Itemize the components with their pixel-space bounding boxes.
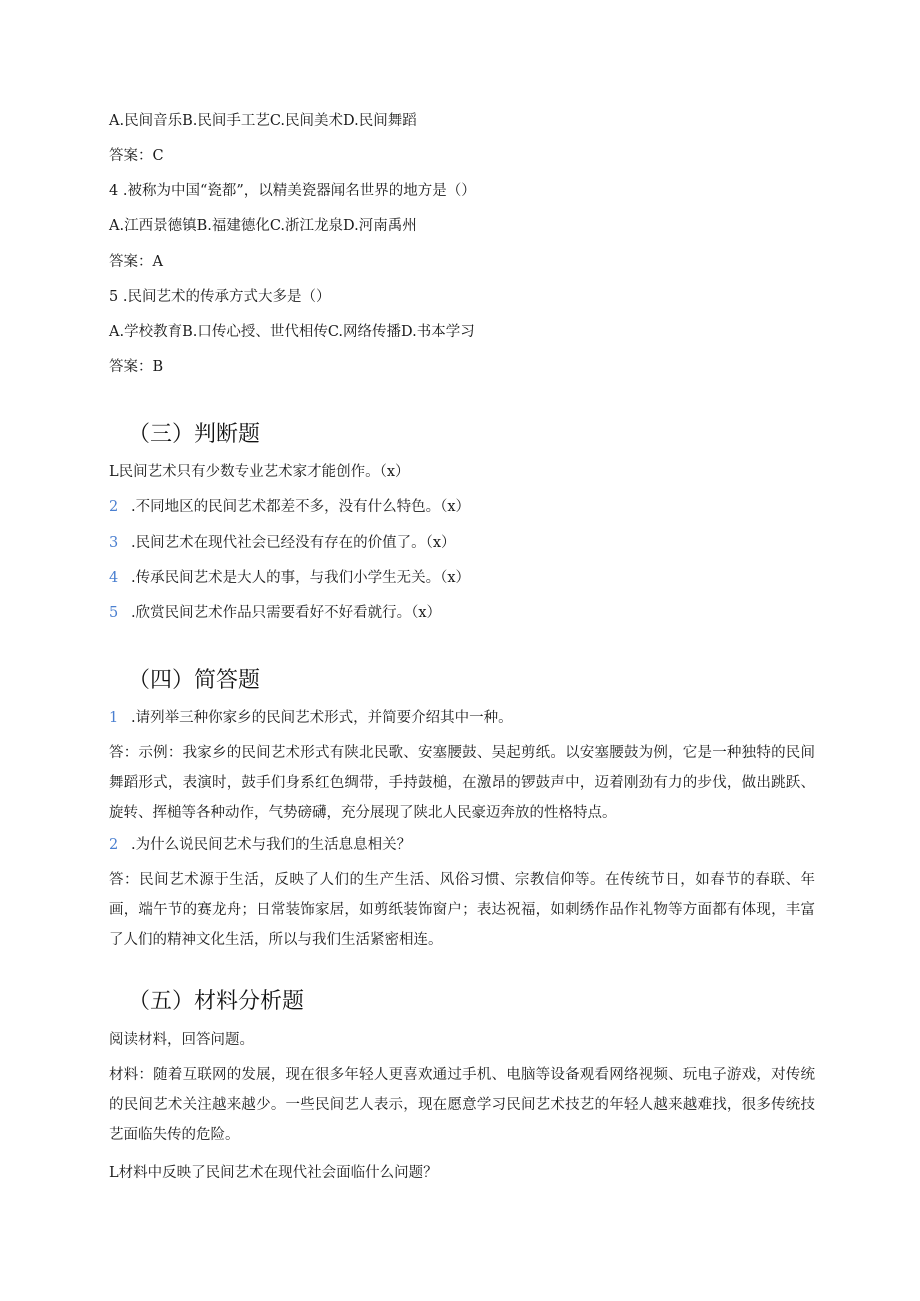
tf-item-text: .欣赏民间艺术作品只需要看好不好看就行。（x） <box>131 605 442 621</box>
sa-question-number: 1 <box>109 710 119 726</box>
sa-question-number: 2 <box>109 837 119 853</box>
sa-answer-2: 答：民间艺术源于生活，反映了人们的生产生活、风俗习惯、宗教信仰等。在传统节日，如春节的春联、年画，端午节的赛龙舟；日常装饰家居，如剪纸装饰窗户；表达祝福，如刺绣作品作礼物等方面都有体现，丰富了人们的精神文化生活，所以与我们生活紧密相连。 <box>109 872 815 948</box>
ma-material: 材料：随着互联网的发展，现在很多年轻人更喜欢通过手机、电脑等设备观看网络视频、玩电子游戏，对传统的民间艺术关注越来越少。一些民间艺人表示，现在愿意学习民间艺术技艺的年轻人越来越难找，很多传统技艺面临失传的危险。 <box>109 1067 815 1143</box>
tf-item-number: 5 <box>109 605 119 621</box>
tf-item-text: .传承民间艺术是大人的事，与我们小学生无关。（x） <box>131 570 471 586</box>
tf-item-number: 3 <box>109 535 119 551</box>
sa-question-text: .请列举三种你家乡的民间艺术形式，并简要介绍其中一种。 <box>131 710 513 726</box>
ma-question-1: L材料中反映了民间艺术在现代社会面临什么问题？ <box>109 1165 438 1181</box>
tf-item-text: .民间艺术在现代社会已经没有存在的价值了。（x） <box>131 535 456 551</box>
section-heading-ma: （五）材料分析题 <box>128 989 305 1014</box>
tf-item <box>109 462 410 482</box>
q3-options: A.民间音乐B.民间手工艺C.民间美术D.民间舞蹈 <box>109 113 417 129</box>
tf-item-number: 2 <box>109 499 119 515</box>
sa-question-2 <box>109 835 411 855</box>
sa-question-text: .为什么说民间艺术与我们的生活息息相关？ <box>131 837 412 853</box>
tf-item-text: .不同地区的民间艺术都差不多，没有什么特色。（x） <box>131 499 471 515</box>
tf-item <box>109 497 470 517</box>
tf-item <box>109 603 441 623</box>
q5-question: 5 .民间艺术的传承方式大多是（） <box>109 289 331 305</box>
section-heading-tf: （三）判断题 <box>128 422 261 447</box>
q4-answer: 答案：A <box>109 254 163 270</box>
sa-answer-1: 答：示例：我家乡的民间艺术形式有陕北民歌、安塞腰鼓、吴起剪纸。以安塞腰鼓为例，它是一种独特的民间舞蹈形式，表演时，鼓手们身系红色绸带，手持鼓槌，在激昂的锣鼓声中，迈着刚劲有力的步伐，做出跳跃、旋转、挥槌等各种动作，气势磅礴，充分展现了陕北人民豪迈奔放的性格特点。 <box>109 745 815 821</box>
q5-answer: 答案：B <box>109 359 164 375</box>
q3-answer: 答案：C <box>109 148 164 164</box>
q4-options: A.江西景德镇B.福建德化C.浙江龙泉D.河南禹州 <box>109 218 417 234</box>
tf-item <box>109 568 470 588</box>
q4-question: 4 .被称为中国“瓷都”，以精美瓷器闻名世界的地方是（） <box>109 183 476 199</box>
tf-item-text: L民间艺术只有少数专业艺术家才能创作。（x） <box>109 464 410 480</box>
ma-intro: 阅读材料，回答问题。 <box>109 1032 254 1048</box>
sa-question-1 <box>109 708 513 728</box>
tf-item <box>109 533 456 553</box>
tf-item-number: 4 <box>109 570 119 586</box>
q5-options: A.学校教育B.口传心授、世代相传C.网络传播D.书本学习 <box>109 324 475 340</box>
section-heading-sa: （四）简答题 <box>128 668 261 693</box>
